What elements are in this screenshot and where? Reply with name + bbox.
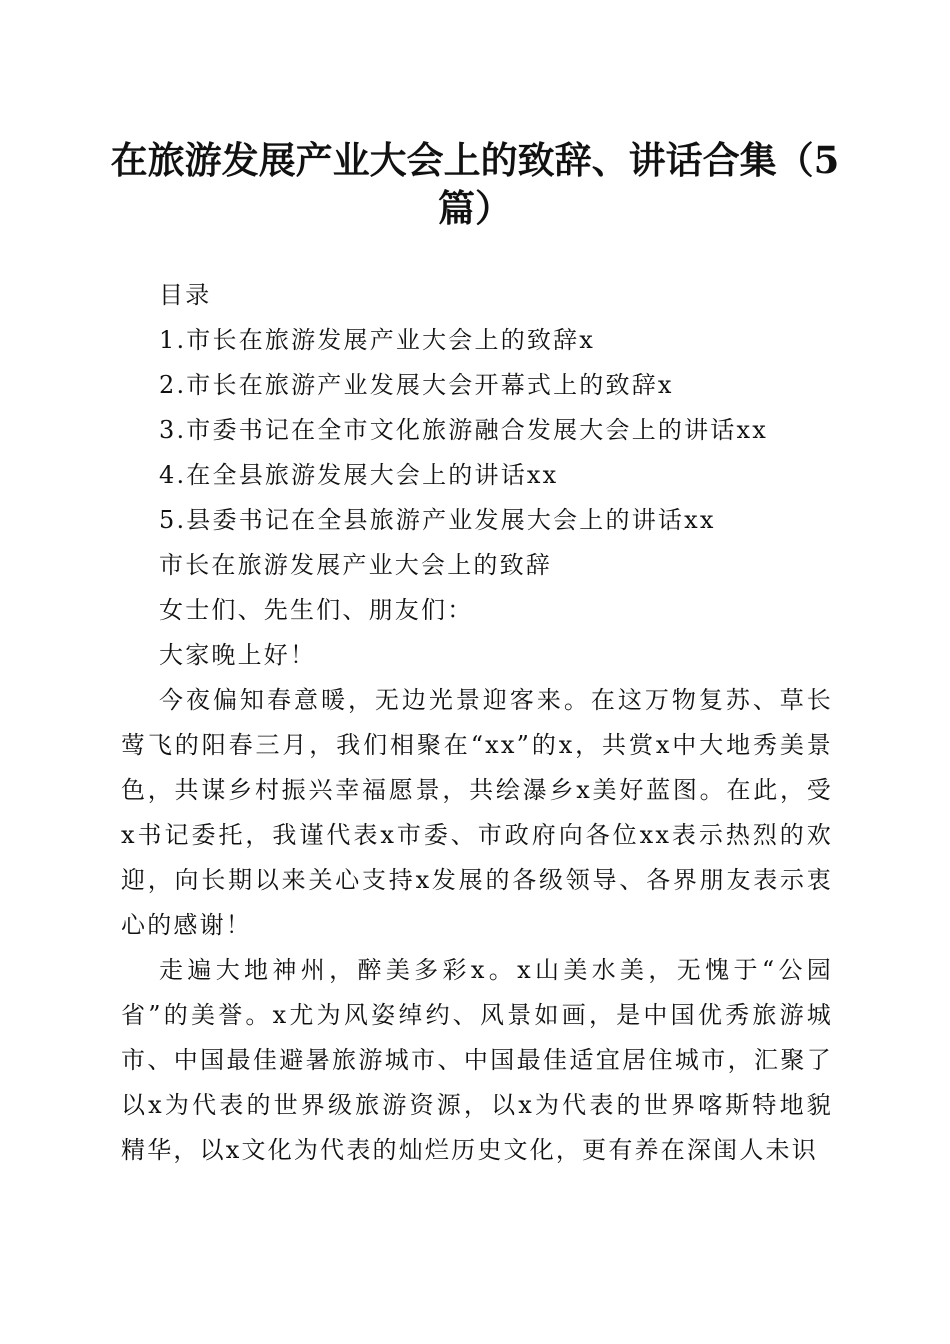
paragraph-1: 今夜偏知春意暖，无边光景迎客来。在这万物复苏、草长莺飞的阳春三月，我们相聚在“xx”的x，共赏x中大地秀美景色，共谋乡村振兴幸福愿景，共绘瀑乡x美好蓝图。在此，受x书记委托，我谨代表x市委、市政府向各位xx表示热烈的欢迎，向长期以来关心支持x发展的各级领导、各界朋友表示衷心的感谢！ <box>121 686 833 939</box>
salutation: 女士们、先生们、朋友们： <box>159 596 474 624</box>
toc-item-3: 3.市委书记在全市文化旅游融合发展大会上的讲话xx <box>159 416 768 444</box>
document-body <box>121 273 833 1173</box>
toc-item-2: 2.市长在旅游产业发展大会开幕式上的致辞x <box>159 371 674 399</box>
document-title: 在旅游发展产业大会上的致辞、讲话合集（5篇） <box>110 138 840 230</box>
toc-item-1: 1.市长在旅游发展产业大会上的致辞x <box>159 326 596 354</box>
toc-heading: 目录 <box>159 281 212 309</box>
paragraph-2: 走遍大地神州，醉美多彩x。x山美水美，无愧于“公园省”的美誉。x尤为风姿绰约、风景如画，是中国优秀旅游城市、中国最佳避暑旅游城市、中国最佳适宜居住城市，汇聚了以x为代表的世界级旅游资源，以x为代表的世界喀斯特地貌精华，以x文化为代表的灿烂历史文化，更有养在深闺人未识 <box>121 956 833 1164</box>
toc-item-4: 4.在全县旅游发展大会上的讲话xx <box>159 461 559 489</box>
speech-title: 市长在旅游发展产业大会上的致辞 <box>159 551 552 579</box>
greeting: 大家晚上好！ <box>159 641 317 669</box>
toc-item-5: 5.县委书记在全县旅游产业发展大会上的讲话xx <box>159 506 716 534</box>
